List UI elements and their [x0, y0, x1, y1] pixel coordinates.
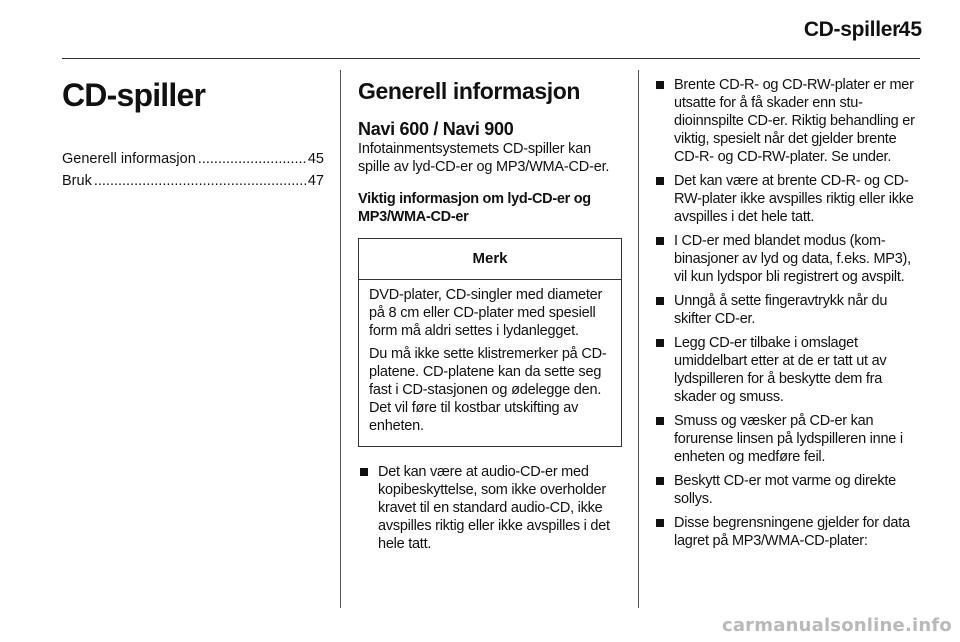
bullet-item	[654, 292, 922, 328]
note-title: Merk	[359, 239, 621, 280]
note-body	[359, 280, 621, 446]
page-number: 45	[898, 18, 922, 41]
bullet-square-icon	[656, 237, 664, 245]
bullet-square-icon	[656, 297, 664, 305]
column-divider-right	[638, 70, 639, 608]
content-column-middle	[358, 76, 622, 559]
column-divider-left	[340, 70, 341, 608]
toc-leader-dots	[198, 148, 306, 170]
bullet-square-icon	[656, 339, 664, 347]
bullet-text: Disse begrensningene gjelder for data lagret på MP3/WMA-CD-plater:	[674, 515, 910, 549]
header-rule	[62, 58, 920, 59]
bullet-text: Smuss og væsker på CD-er kan forurense linsen på lydspilleren inne i enheten og medføre feil.	[674, 413, 903, 465]
bullet-text: Det kan være at brente CD-R- og CD-RW-plater ikke avspilles riktig eller ikke avspilles i det hele tatt.	[674, 173, 914, 225]
note-box	[358, 238, 622, 447]
toc-column	[62, 76, 324, 192]
content-column-right	[654, 76, 922, 556]
bullet-list	[358, 463, 622, 553]
bullet-text: Beskytt CD-er mot varme og direkte sollys.	[674, 473, 896, 507]
bullet-item	[654, 76, 922, 166]
bullet-text: Brente CD-R- og CD-RW-plater er mer utsatte for å få skader enn studioinnspilte CD-er. Riktig behandling er viktig, spesielt når det gjelder brente CD-R- og CD-RW-plater. Se under.	[674, 77, 915, 165]
bullet-item	[358, 463, 622, 553]
running-title: CD-spiller	[803, 18, 900, 41]
bullet-square-icon	[656, 519, 664, 527]
toc-entry[interactable]	[62, 148, 324, 170]
toc-entry-label: Bruk	[62, 173, 92, 189]
toc-leader-dots	[94, 170, 306, 192]
chapter-title: CD-spiller	[62, 77, 206, 113]
bullet-item	[654, 232, 922, 286]
bullet-item	[654, 472, 922, 508]
bullet-square-icon	[656, 81, 664, 89]
section-title: Generell informasjon	[358, 78, 581, 104]
bullet-text: Legg CD-er tilbake i omslaget umiddelbart etter at de er tatt ut av lydspilleren for å beskytte dem fra skader og smuss.	[674, 335, 887, 405]
bullet-text: Unngå å sette fingeravtrykk når du skifter CD-er.	[674, 293, 888, 327]
bullet-text: Det kan være at audio-CD-er med kopibeskyttelse, som ikke overholder kravet til en standard audio-CD, ikke avspilles riktig eller ikke avspilles i det hele tatt.	[378, 464, 610, 552]
bullet-square-icon	[656, 417, 664, 425]
toc-entry-page: 45	[307, 151, 324, 167]
toc-entry-label: Generell informasjon	[62, 151, 196, 167]
bullet-square-icon	[656, 177, 664, 185]
watermark[interactable]: carmanualsonline.info	[721, 615, 952, 636]
bullet-item	[654, 172, 922, 226]
toc-entry-page: 47	[307, 173, 324, 189]
intro-paragraph: Infotainmentsystemets CD-spiller kan spille av lyd-CD-er og MP3/WMA-CD-er.	[358, 141, 610, 175]
bullet-square-icon	[360, 468, 368, 476]
bullet-list	[654, 76, 922, 550]
bullet-text: I CD-er med blandet modus (kombinasjoner av lyd og data, f.eks. MP3), vil kun lydspor bli registrert og avspilt.	[674, 233, 911, 285]
note-paragraph: Du må ikke sette klistremerker på CD-platene. CD-platene kan da sette seg fast i CD-stasjonen og ødelegge den. Det vil føre til kostbar utskifting av enheten.	[369, 346, 607, 434]
bullet-item	[654, 412, 922, 466]
subsection-title: Navi 600 / Navi 900	[358, 119, 514, 139]
toc-entry[interactable]	[62, 170, 324, 192]
note-paragraph: DVD-plater, CD-singler med diameter på 8 cm eller CD-plater med spesiell form må aldri settes i lydanlegget.	[369, 287, 603, 339]
important-info-heading: Viktig informasjon om lyd-CD-er og MP3/WMA-CD-er	[358, 191, 591, 225]
bullet-item	[654, 334, 922, 406]
bullet-item	[654, 514, 922, 550]
bullet-square-icon	[656, 477, 664, 485]
